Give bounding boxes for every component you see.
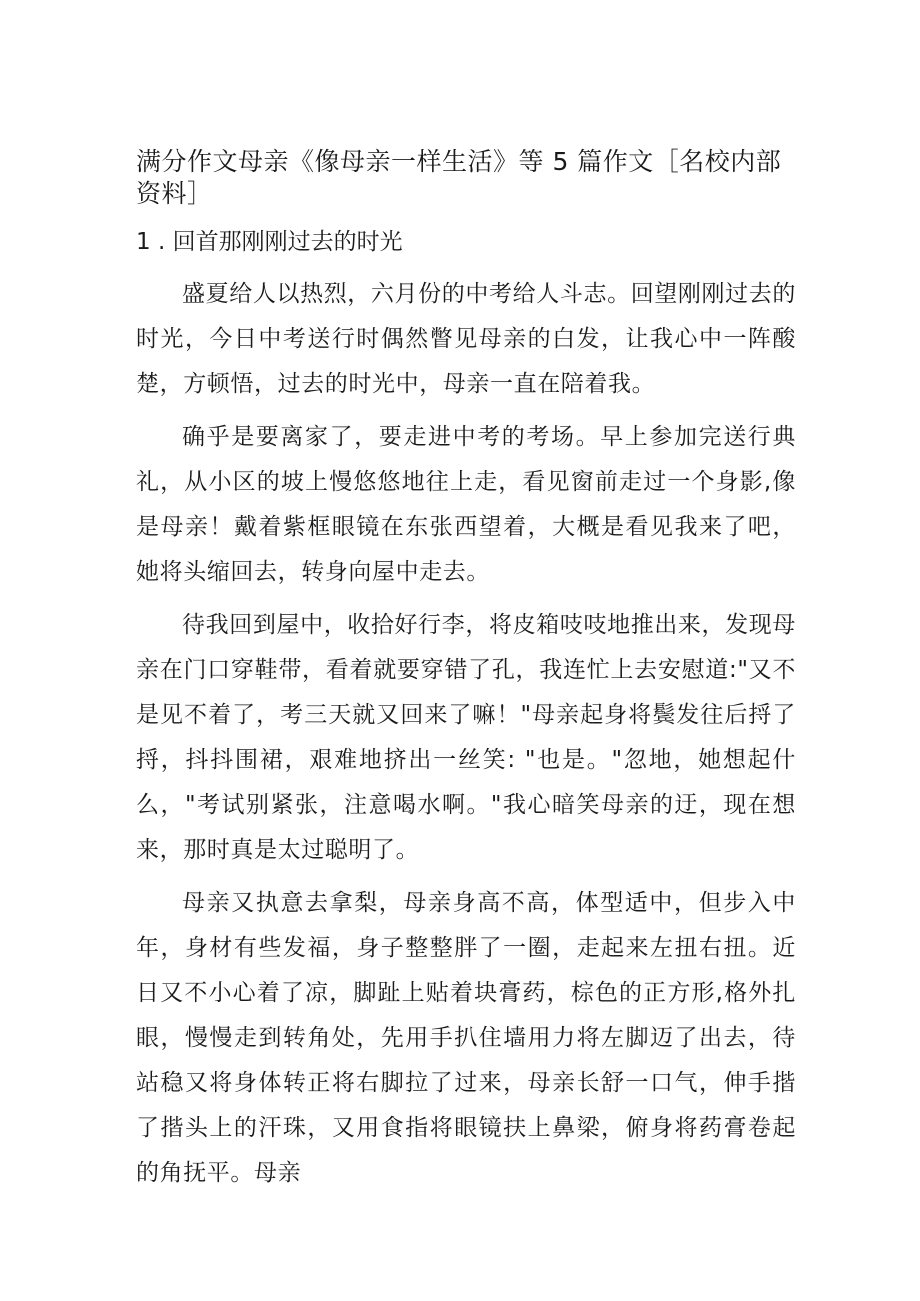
paragraph-1: 盛夏给人以热烈，六月份的中考给人斗志。回望刚刚过去的时光，今日中考送行时偶然瞥见母亲的白发，让我心中一阵酸楚，方顿悟，过去的时光中，母亲一直在陪着我。 — [136, 281, 796, 397]
document-page — [136, 146, 796, 1204]
document-title: 满分作文母亲《像母亲一样生活》等 5 篇作文［名校内部资料］ — [136, 147, 782, 208]
paragraph-3: 待我回到屋中，收拾好行李，将皮箱吱吱地推出来，发现母亲在门口穿鞋带，看着就要穿错了孔，我连忙上去安慰道:"又不是见不着了，考三天就又回来了嘛！"母亲起身将鬓发往后捋了捋，抖抖围裙，艰难地挤出一丝笑: "也是。"忽地，她想起什么，"考试别紧张，注意喝水啊。"我心暗笑母亲的迂，现在想来，那时真是太过聪明了。 — [136, 612, 796, 863]
paragraph-2: 确乎是要离家了，要走进中考的考场。早上参加完送行典礼，从小区的坡上慢悠悠地往上走，看见窗前走过一个身影,像是母亲！戴着紫框眼镜在东张西望着，大概是看见我来了吧，她将头缩回去，转身向屋中走去。 — [136, 424, 796, 585]
section-heading: 1 . 回首那刚刚过去的时光 — [136, 229, 403, 255]
paragraph-4: 母亲又执意去拿梨，母亲身高不高，体型适中，但步入中年，身材有些发福，身子整整胖了一圈，走起来左扭右扭。近日又不小心着了凉，脚趾上贴着块膏药，棕色的正方形,格外扎眼，慢慢走到转角处，先用手扒住墙用力将左脚迈了出去，待站稳又将身体转正将右脚拉了过来，母亲长舒一口气，伸手揩了揩头上的汗珠，又用食指将眼镜扶上鼻梁，俯身将药膏卷起的角抚平。母亲 — [136, 890, 796, 1186]
